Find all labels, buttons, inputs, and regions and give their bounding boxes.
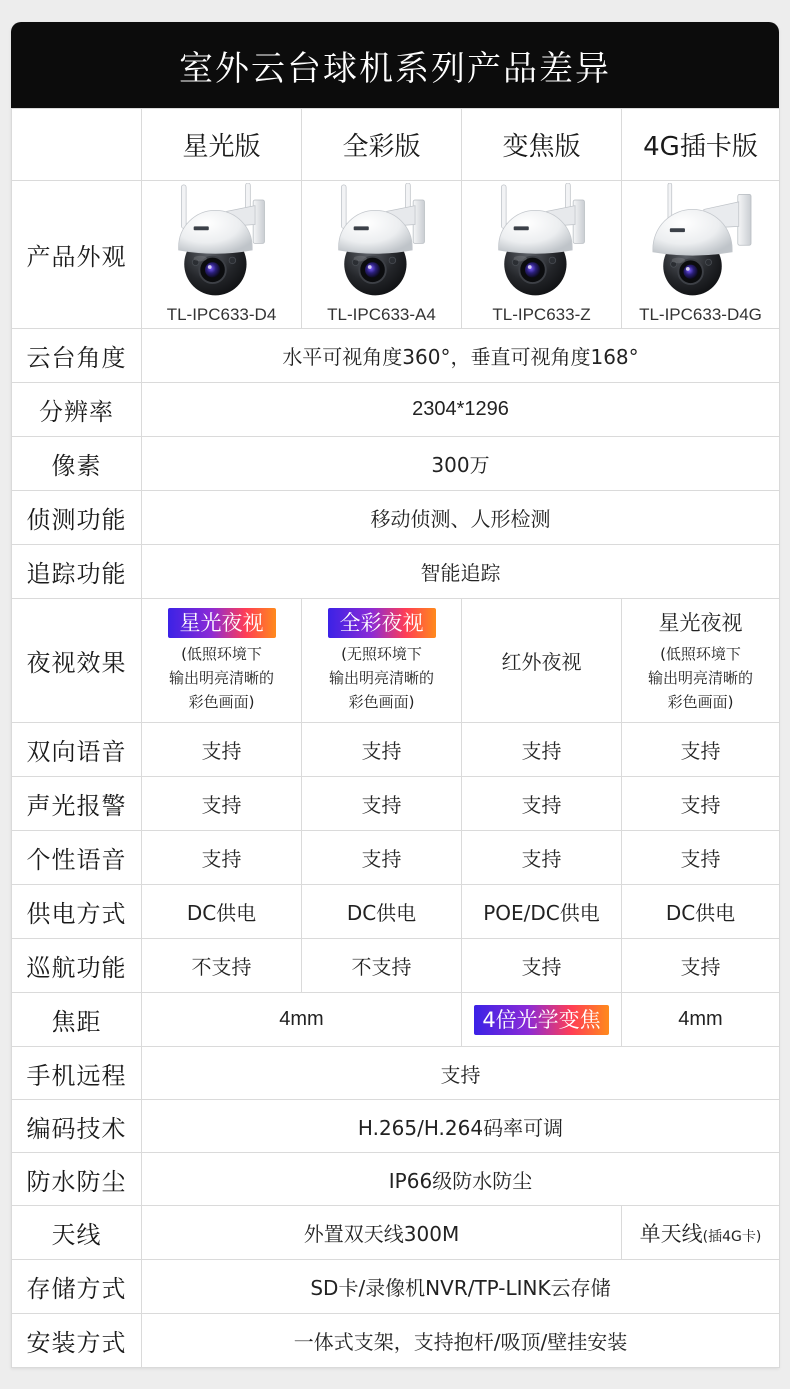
night-vision-note	[302, 642, 461, 714]
custom-voice-value: 支持	[302, 831, 462, 885]
power-value: DC供电	[302, 885, 462, 939]
focal-length-value: 4mm	[142, 993, 462, 1047]
night-vision-cell	[302, 599, 462, 723]
model-number: TL-IPC633-A4	[327, 305, 436, 324]
appearance-row	[12, 181, 780, 329]
row-label-tracking: 追踪功能	[12, 545, 142, 599]
encoding-row	[12, 1100, 780, 1153]
detection-value: 移动侦测、人形检测	[142, 491, 780, 545]
night-vision-cell	[142, 599, 302, 723]
note-line: 彩色画面)	[188, 692, 255, 711]
two-way-audio-row	[12, 723, 780, 777]
dome-camera-dual-antenna-icon	[330, 183, 434, 301]
custom-voice-row	[12, 831, 780, 885]
tracking-row	[12, 545, 780, 599]
column-header-4g: 4G插卡版	[622, 109, 780, 181]
appearance-cell	[462, 181, 622, 329]
cruise-value: 不支持	[142, 939, 302, 993]
row-label-custom-voice: 个性语音	[12, 831, 142, 885]
note-line: 彩色画面)	[348, 692, 415, 711]
row-label-cruise: 巡航功能	[12, 939, 142, 993]
night-vision-title: 星光夜视	[658, 610, 743, 635]
mobile-remote-row	[12, 1047, 780, 1100]
row-label-focal-length: 焦距	[12, 993, 142, 1047]
mobile-remote-value: 支持	[142, 1047, 780, 1100]
tracking-value: 智能追踪	[142, 545, 780, 599]
sound-light-alarm-value: 支持	[622, 777, 780, 831]
antenna-value: 单天线	[639, 1221, 703, 1246]
model-number: TL-IPC633-D4	[166, 305, 277, 324]
cruise-value: 不支持	[302, 939, 462, 993]
power-row	[12, 885, 780, 939]
night-vision-note	[622, 642, 779, 714]
sound-light-alarm-value: 支持	[462, 777, 622, 831]
resolution-value: 2304*1296	[142, 383, 780, 437]
custom-voice-value: 支持	[622, 831, 780, 885]
optical-zoom-badge: 4倍光学变焦	[474, 1005, 608, 1035]
waterproof-value: IP66级防水防尘	[142, 1153, 780, 1206]
note-line: 彩色画面)	[667, 692, 734, 711]
two-way-audio-value: 支持	[142, 723, 302, 777]
two-way-audio-value: 支持	[622, 723, 780, 777]
sound-light-alarm-value: 支持	[302, 777, 462, 831]
appearance-cell	[622, 181, 780, 329]
column-header-row	[12, 109, 780, 181]
dome-camera-dual-antenna-icon	[490, 183, 594, 301]
storage-value: SD卡/录像机NVR/TP-LINK云存储	[142, 1260, 780, 1314]
night-vision-cell	[622, 599, 780, 723]
column-header-starlight: 星光版	[142, 109, 302, 181]
encoding-value: H.265/H.264码率可调	[142, 1100, 780, 1153]
resolution-row	[12, 383, 780, 437]
dome-camera-dual-antenna-icon	[170, 183, 274, 301]
ptz-angle-row	[12, 329, 780, 383]
custom-voice-value: 支持	[462, 831, 622, 885]
night-vision-note	[142, 642, 301, 714]
note-line: (低照环境下	[181, 644, 262, 663]
row-label-antenna: 天线	[12, 1206, 142, 1260]
comparison-table	[11, 108, 780, 1368]
note-line: 输出明亮清晰的	[168, 668, 274, 687]
power-value: POE/DC供电	[462, 885, 622, 939]
corner-cell	[12, 109, 142, 181]
row-label-power: 供电方式	[12, 885, 142, 939]
waterproof-row	[12, 1153, 780, 1206]
night-vision-cell: 红外夜视	[462, 599, 622, 723]
comparison-card	[11, 22, 779, 1368]
sound-light-alarm-row	[12, 777, 780, 831]
pixels-row	[12, 437, 780, 491]
detection-row	[12, 491, 780, 545]
sound-light-alarm-value: 支持	[142, 777, 302, 831]
column-header-full-color: 全彩版	[302, 109, 462, 181]
antenna-value: 外置双天线300M	[142, 1206, 622, 1260]
appearance-cell	[302, 181, 462, 329]
row-label-two-way-audio: 双向语音	[12, 723, 142, 777]
row-label-installation: 安装方式	[12, 1314, 142, 1368]
dome-camera-4g-icon	[649, 183, 753, 301]
row-label-storage: 存储方式	[12, 1260, 142, 1314]
custom-voice-value: 支持	[142, 831, 302, 885]
row-label-night-vision: 夜视效果	[12, 599, 142, 723]
page-title: 室外云台球机系列产品差异	[11, 22, 779, 108]
night-vision-row	[12, 599, 780, 723]
note-line: 输出明亮清晰的	[647, 668, 753, 687]
row-label-appearance: 产品外观	[12, 181, 142, 329]
focal-length-row	[12, 993, 780, 1047]
storage-row	[12, 1260, 780, 1314]
note-line: 输出明亮清晰的	[328, 668, 434, 687]
pixels-value: 300万	[142, 437, 780, 491]
model-number: TL-IPC633-D4G	[639, 305, 762, 324]
antenna-row	[12, 1206, 780, 1260]
model-number: TL-IPC633-Z	[492, 305, 591, 324]
row-label-encoding: 编码技术	[12, 1100, 142, 1153]
night-vision-badge: 全彩夜视	[328, 608, 436, 638]
ptz-angle-value: 水平可视角度360°，垂直可视角度168°	[142, 329, 780, 383]
antenna-4g-cell	[622, 1206, 780, 1260]
installation-row	[12, 1314, 780, 1368]
installation-value: 一体式支架，支持抱杆/吸顶/壁挂安装	[142, 1314, 780, 1368]
two-way-audio-value: 支持	[462, 723, 622, 777]
note-line: (无照环境下	[341, 644, 422, 663]
cruise-row	[12, 939, 780, 993]
night-vision-badge: 星光夜视	[168, 608, 276, 638]
row-label-ptz-angle: 云台角度	[12, 329, 142, 383]
row-label-sound-light-alarm: 声光报警	[12, 777, 142, 831]
row-label-pixels: 像素	[12, 437, 142, 491]
cruise-value: 支持	[622, 939, 780, 993]
focal-length-value: 4mm	[622, 993, 780, 1047]
row-label-mobile-remote: 手机远程	[12, 1047, 142, 1100]
two-way-audio-value: 支持	[302, 723, 462, 777]
row-label-resolution: 分辨率	[12, 383, 142, 437]
appearance-cell	[142, 181, 302, 329]
focal-length-zoom-cell	[462, 993, 622, 1047]
row-label-detection: 侦测功能	[12, 491, 142, 545]
cruise-value: 支持	[462, 939, 622, 993]
note-line: (低照环境下	[660, 644, 741, 663]
antenna-note: (插4G卡)	[702, 1228, 762, 1245]
column-header-zoom: 变焦版	[462, 109, 622, 181]
power-value: DC供电	[622, 885, 780, 939]
power-value: DC供电	[142, 885, 302, 939]
row-label-waterproof: 防水防尘	[12, 1153, 142, 1206]
